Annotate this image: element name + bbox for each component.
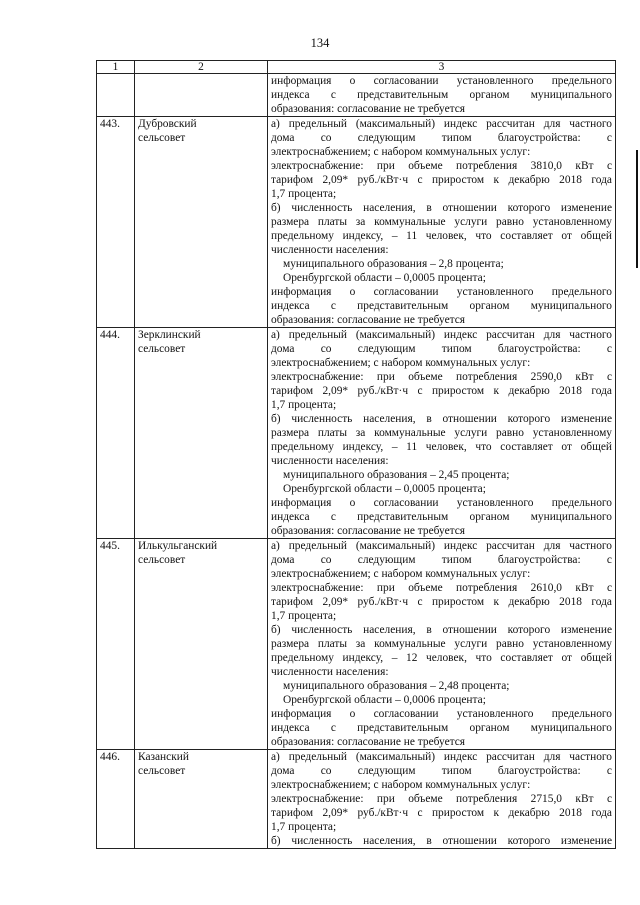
page-number: 134 bbox=[310, 36, 330, 50]
text-line: б) численность населения, в отношении которого изменение bbox=[271, 413, 612, 425]
text-line: муниципального образования – 2,48 процента; bbox=[283, 680, 510, 692]
municipality-name bbox=[135, 328, 268, 539]
name-line: сельсовет bbox=[138, 132, 186, 144]
text-line: дома со следующим типом благоустройства: с bbox=[271, 132, 612, 144]
scan-edge-mark bbox=[636, 150, 638, 268]
name-line: Дубровский bbox=[138, 118, 197, 130]
row-number: 445. bbox=[97, 539, 135, 750]
text-line: численности населения: bbox=[271, 666, 389, 678]
text-line: индекса с представительным органом муниципального bbox=[271, 511, 612, 523]
text-line: образования: согласование не требуется bbox=[271, 103, 466, 115]
text-line: численности населения: bbox=[271, 244, 389, 256]
text-line: численности населения: bbox=[271, 455, 389, 467]
text-line: предельному индексу, – 12 человек, что составляет от общей bbox=[271, 652, 612, 664]
text-line: размера платы за коммунальные услуги равно установленному bbox=[271, 216, 612, 228]
text-line: электроснабжение: при объеме потребления 2590,0 кВт с bbox=[271, 371, 612, 383]
text-line: предельному индексу, – 11 человек, что составляет от общей bbox=[271, 441, 612, 453]
text-line: информация о согласовании установленного предельного bbox=[271, 708, 612, 720]
text-line: информация о согласовании установленного предельного bbox=[271, 497, 612, 509]
text-line: Оренбургской области – 0,0006 процента; bbox=[283, 694, 486, 706]
continuation-text bbox=[268, 74, 616, 117]
text-line: тарифом 2,09* руб./кВт·ч с приростом к декабрю 2018 года bbox=[271, 385, 612, 397]
text-line: информация о согласовании установленного предельного bbox=[271, 286, 612, 298]
text-line: 1,7 процента; bbox=[271, 399, 337, 411]
text-line: Оренбургской области – 0,0005 процента; bbox=[283, 483, 486, 495]
text-line: а) предельный (максимальный) индекс рассчитан для частного bbox=[271, 751, 612, 763]
text-line: электроснабжение: при объеме потребления 2715,0 кВт с bbox=[271, 793, 612, 805]
name-line: Зерклинский bbox=[138, 329, 201, 341]
table-body bbox=[97, 74, 616, 849]
text-line: электроснабжением; с набором коммунальных услуг: bbox=[271, 357, 531, 369]
municipality-name bbox=[135, 539, 268, 750]
text-line: образования: согласование не требуется bbox=[271, 736, 466, 748]
column-number-row bbox=[97, 61, 616, 74]
row-number: 446. bbox=[97, 750, 135, 849]
table-row bbox=[97, 539, 616, 750]
text-line: образования: согласование не требуется bbox=[271, 525, 466, 537]
text-line: тарифом 2,09* руб./кВт·ч с приростом к декабрю 2018 года bbox=[271, 174, 612, 186]
text-line: 1,7 процента; bbox=[271, 610, 337, 622]
text-line: Оренбургской области – 0,0005 процента; bbox=[283, 272, 486, 284]
text-line: образования: согласование не требуется bbox=[271, 314, 466, 326]
name-line: сельсовет bbox=[138, 554, 186, 566]
name-line: сельсовет bbox=[138, 343, 186, 355]
text-line: б) численность населения, в отношении которого изменение bbox=[271, 835, 612, 847]
text-line: а) предельный (максимальный) индекс рассчитан для частного bbox=[271, 329, 612, 341]
text-line: муниципального образования – 2,8 процента; bbox=[283, 258, 504, 270]
column-header-2: 2 bbox=[135, 61, 268, 74]
text-line: электроснабжением; с набором коммунальных услуг: bbox=[271, 146, 531, 158]
table-row bbox=[97, 328, 616, 539]
text-line: тарифом 2,09* руб./кВт·ч с приростом к декабрю 2018 года bbox=[271, 807, 612, 819]
tariff-table bbox=[96, 60, 616, 849]
text-line: тарифом 2,09* руб./кВт·ч с приростом к декабрю 2018 года bbox=[271, 596, 612, 608]
text-line: информация о согласовании установленного предельного bbox=[271, 75, 612, 87]
text-line: а) предельный (максимальный) индекс рассчитан для частного bbox=[271, 118, 612, 130]
continuation-row bbox=[97, 74, 616, 117]
municipality-name bbox=[135, 750, 268, 849]
row-number: 444. bbox=[97, 328, 135, 539]
text-line: размера платы за коммунальные услуги равно установленному bbox=[271, 638, 612, 650]
text-line: 1,7 процента; bbox=[271, 821, 337, 833]
column-header-1: 1 bbox=[97, 61, 135, 74]
text-line: дома со следующим типом благоустройства: с bbox=[271, 554, 612, 566]
text-line: индекса с представительным органом муниципального bbox=[271, 722, 612, 734]
table-row bbox=[97, 117, 616, 328]
text-line: б) численность населения, в отношении которого изменение bbox=[271, 624, 612, 636]
row-number: 443. bbox=[97, 117, 135, 328]
municipality-name bbox=[135, 117, 268, 328]
text-line: дома со следующим типом благоустройства: с bbox=[271, 765, 612, 777]
index-description bbox=[268, 328, 616, 539]
table-row bbox=[97, 750, 616, 849]
text-line: электроснабжение: при объеме потребления 3810,0 кВт с bbox=[271, 160, 612, 172]
column-header-3: 3 bbox=[268, 61, 616, 74]
index-description bbox=[268, 539, 616, 750]
index-description bbox=[268, 117, 616, 328]
name-line: сельсовет bbox=[138, 765, 186, 777]
text-line: а) предельный (максимальный) индекс рассчитан для частного bbox=[271, 540, 612, 552]
text-line: предельному индексу, – 11 человек, что составляет от общей bbox=[271, 230, 612, 242]
text-line: б) численность населения, в отношении которого изменение bbox=[271, 202, 612, 214]
text-line: дома со следующим типом благоустройства: с bbox=[271, 343, 612, 355]
text-line: электроснабжением; с набором коммунальных услуг: bbox=[271, 568, 531, 580]
text-line: размера платы за коммунальные услуги равно установленному bbox=[271, 427, 612, 439]
text-line: электроснабжением; с набором коммунальных услуг: bbox=[271, 779, 531, 791]
name-line: Илькульганский bbox=[138, 540, 218, 552]
text-line: муниципального образования – 2,45 процента; bbox=[283, 469, 510, 481]
index-description bbox=[268, 750, 616, 849]
text-line: индекса с представительным органом муниципального bbox=[271, 89, 612, 101]
text-line: электроснабжение: при объеме потребления 2610,0 кВт с bbox=[271, 582, 612, 594]
text-line: 1,7 процента; bbox=[271, 188, 337, 200]
name-line: Казанский bbox=[138, 751, 189, 763]
text-line: индекса с представительным органом муниципального bbox=[271, 300, 612, 312]
